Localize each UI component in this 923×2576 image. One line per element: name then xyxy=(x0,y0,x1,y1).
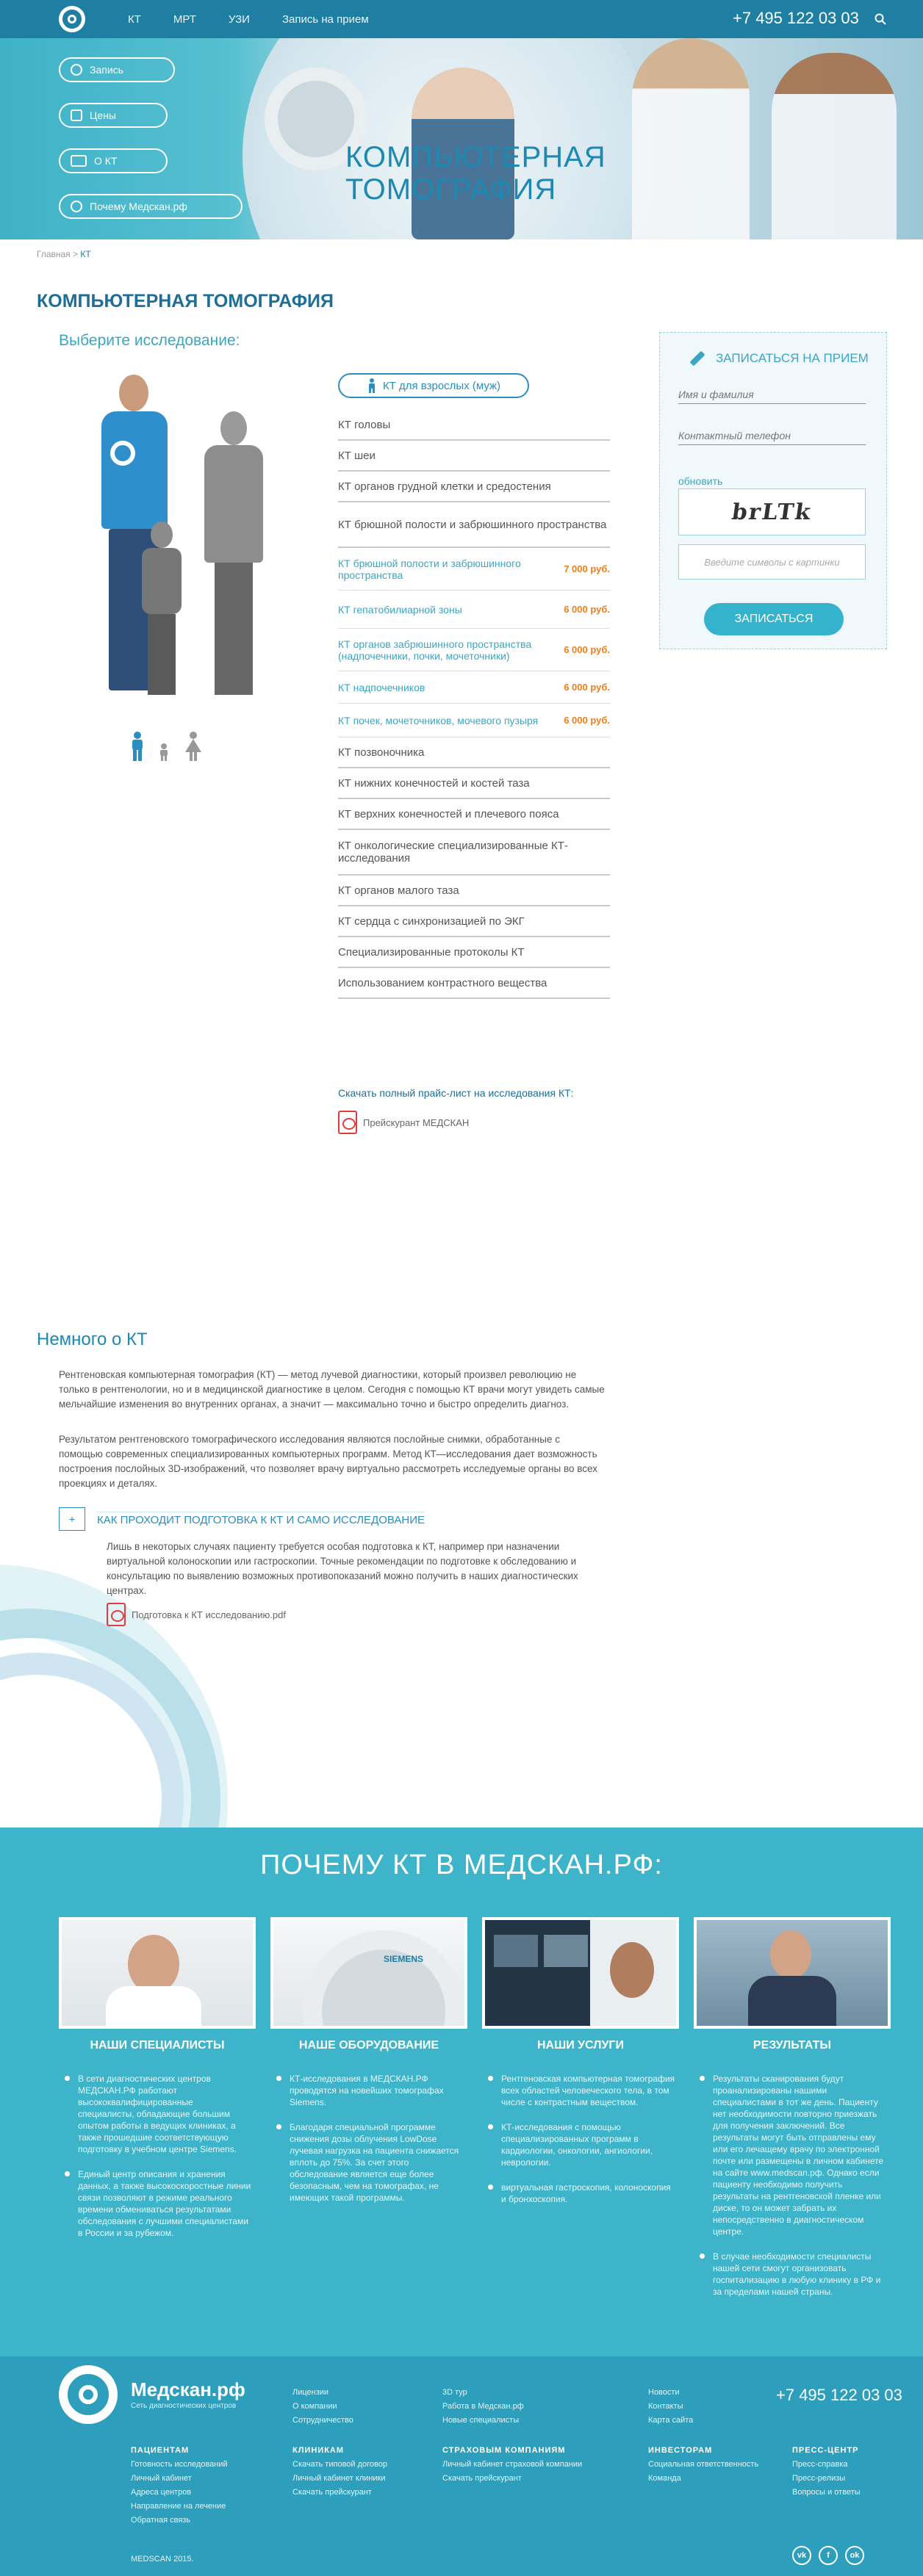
study-item[interactable] xyxy=(338,906,610,937)
specialist-photo xyxy=(59,1917,256,2029)
why-card xyxy=(694,1917,891,2311)
study-label: КТ брюшной полости и забрюшинного пространства xyxy=(338,557,521,581)
results-photo xyxy=(694,1917,891,2029)
search-icon[interactable] xyxy=(874,13,886,25)
accordion-body: Лишь в некоторых случаях пациенту требуется особая подготовка к КТ, например при назначении виртуальной колоноскопии или гастроскопии. Точные рекомендации по подготовке к обследованию и консультацию по выявлению возможных противопоказаний можно получить в наших диагностических центрах. xyxy=(107,1541,578,1596)
footer-link[interactable]: Скачать прейскурант xyxy=(442,2474,522,2483)
footer-links xyxy=(648,2458,758,2486)
footer-link[interactable]: Направление на лечение xyxy=(131,2502,226,2511)
captcha-image xyxy=(678,488,866,535)
nav-item-uzi[interactable]: УЗИ xyxy=(228,12,250,26)
footer-link[interactable]: Личный кабинет клиники xyxy=(292,2474,386,2483)
hero-button-label: Почему Медскан.рф xyxy=(90,201,187,212)
hero-button-label: Цены xyxy=(90,109,116,121)
facebook-icon[interactable]: f xyxy=(819,2546,838,2565)
study-label: КТ верхних конечностей и плечевого пояса xyxy=(338,807,559,820)
why-card-points xyxy=(270,2073,467,2204)
study-label: КТ брюшной полости и забрюшинного пространства xyxy=(338,518,607,531)
study-item[interactable] xyxy=(338,472,610,502)
why-point: Благодаря специальной программе снижения дозы облучения LowDose лучевая нагрузка на пациента снижается вплоть до 75%. За счет этого обследование является еще более безопасным, чем на томографах, не имеющих такой программы. xyxy=(290,2121,463,2204)
phone-field[interactable] xyxy=(678,427,866,445)
why-card-caption: НАШИ СПЕЦИАЛИСТЫ xyxy=(90,2039,225,2052)
hero-banner xyxy=(0,38,923,239)
breadcrumb-current: КТ xyxy=(80,249,91,259)
footer-link[interactable]: Готовность исследований xyxy=(131,2460,228,2469)
hero-button-why[interactable] xyxy=(59,194,243,219)
body-selector-image xyxy=(73,367,294,720)
study-item[interactable] xyxy=(338,737,610,768)
child-figure[interactable] xyxy=(136,522,187,705)
study-label: Использованием контрастного вещества xyxy=(338,976,547,989)
page-title: КОМПЬЮТЕРНАЯ ТОМОГРАФИЯ xyxy=(37,291,334,311)
footer-link[interactable]: Контакты xyxy=(648,2402,683,2411)
study-label: КТ шеи xyxy=(338,449,376,462)
study-label: КТ онкологические специализированные КТ-исследования xyxy=(338,840,568,865)
hero-doctor2-image xyxy=(772,53,897,239)
nav-item-kt[interactable]: КТ xyxy=(128,12,141,26)
study-label: Специализированные протоколы КТ xyxy=(338,945,525,959)
footer-link[interactable]: О компании xyxy=(292,2402,337,2411)
breadcrumb xyxy=(37,249,91,259)
price-list-file: Прейскурант МЕДСКАН xyxy=(363,1116,470,1128)
about-title: Немного о КТ xyxy=(37,1330,148,1349)
breadcrumb-separator: > xyxy=(73,249,79,259)
footer-brand-sub: Сеть диагностических центров xyxy=(131,2402,237,2410)
services-photo xyxy=(482,1917,679,2029)
why-card-points xyxy=(482,2073,679,2205)
study-label: КТ органов забрюшинного пространства (надпочечники, почки, мочеточники) xyxy=(338,638,532,662)
footer-link[interactable]: Скачать типовой договор xyxy=(292,2460,387,2469)
study-item[interactable] xyxy=(338,502,610,548)
nav-item-appointment[interactable]: Запись на прием xyxy=(281,12,369,26)
accordion-toggle[interactable]: + xyxy=(59,1507,85,1531)
why-card-caption: НАШИ УСЛУГИ xyxy=(537,2039,624,2052)
footer-link[interactable]: Карта сайта xyxy=(648,2416,694,2425)
top-bar xyxy=(0,0,923,38)
about-paragraph: Результатом рентгеновского томографического исследования являются послойные снимки, обработанные с помощью современных специализированных компьютерных программ. Метод КТ—исследования дает возможность построения послойных 3D-изображений, что позволяет врачу виртуально рассмотреть исследуемые органы во всех проекциях и деталях. xyxy=(59,1434,597,1489)
why-point: В сети диагностических центров МЕДСКАН.РФ работают высококвалифицированные специалисты, обладающие большим опытом работы в ведущих клиниках, а также прошедшие соответствующую подготовку в учебном центре Siemens. xyxy=(78,2073,251,2155)
study-item[interactable] xyxy=(338,937,610,968)
why-point: Рентгеновская компьютерная томография всех областей человеческого тела, в том числе с контрастным веществом. xyxy=(501,2074,675,2107)
nav-item-mrt[interactable]: МРТ xyxy=(173,12,196,26)
about-paragraph: Рентгеновская компьютерная томография (КТ) — метод лучевой диагностики, который произвел революцию не только в рентгенологии, но и в медицинской диагностике в целом. Сегодня с помощью КТ врачи могут увидеть самые мельчайшие изменения во внутренних органах, а значит — максимально точно и быстро определить диагноз. xyxy=(59,1369,605,1410)
footer-brand: Медскан.рф xyxy=(131,2378,245,2400)
study-label: КТ органов малого таза xyxy=(338,884,459,897)
footer-link[interactable]: Личный кабинет страховой компании xyxy=(442,2460,583,2469)
footer-link[interactable]: Работа в Медскан.рф xyxy=(442,2402,524,2411)
vk-icon[interactable]: vk xyxy=(792,2546,811,2565)
main-nav xyxy=(128,0,401,38)
footer-phone[interactable]: +7 495 122 03 03 xyxy=(776,2386,902,2404)
header-phone[interactable]: +7 495 122 03 03 xyxy=(733,9,859,27)
footer-link[interactable]: Пресс-справка xyxy=(792,2460,848,2469)
study-price: 6 000 руб. xyxy=(564,682,610,693)
form-title xyxy=(689,350,869,367)
siemens-logo: SIEMENS xyxy=(384,1954,424,1964)
study-label: КТ головы xyxy=(338,418,391,431)
adult-woman-figure[interactable] xyxy=(198,411,272,705)
why-section xyxy=(0,1828,923,2356)
footer-group-title: КЛИНИКАМ xyxy=(292,2446,345,2455)
why-card-caption: РЕЗУЛЬТАТЫ xyxy=(753,2039,832,2052)
footer-link[interactable]: Адреса центров xyxy=(131,2488,192,2497)
adult-male-toggle[interactable] xyxy=(338,373,529,398)
why-card xyxy=(59,1917,256,2252)
hero-button-prices[interactable] xyxy=(59,103,168,128)
name-field[interactable] xyxy=(678,386,866,404)
study-item[interactable] xyxy=(338,704,610,737)
submit-button[interactable]: ЗАПИСАТЬСЯ xyxy=(704,603,844,635)
study-item[interactable] xyxy=(338,876,610,906)
study-list xyxy=(338,410,610,999)
footer-links xyxy=(442,2386,524,2428)
why-card-points xyxy=(694,2073,891,2298)
equipment-photo xyxy=(270,1917,467,2029)
footer-links xyxy=(292,2458,387,2500)
captcha-refresh-link[interactable]: обновить xyxy=(678,475,723,487)
hero-title-line2: ТОМОГРАФИЯ xyxy=(345,173,557,206)
why-point: Результаты сканирования будут проанализированы нашими специалистами в тот же день. Пациенту нет необходимости повторно приезжать для получения заключений. Все результаты могут быть отправлены ему или его лечащему врачу по электронной почте или размещены в личном кабинете на сайте www.medscan.pф. Однако если пациенту необходимо получить результаты на рентгеновской пленке или диске, то он может забрать их непосредственно в диагностическом центре. xyxy=(713,2073,886,2237)
why-point: В случае необходимости специалисты нашей сети смогут организовать госпитализацию в любую клинику в РФ и за пределами нашей страны. xyxy=(713,2251,886,2298)
medscan-logo-icon xyxy=(71,201,82,212)
copyright: MEDSCAN 2015. xyxy=(131,2555,194,2564)
choose-study-label: Выберите исследование: xyxy=(59,332,240,349)
study-item[interactable] xyxy=(338,671,610,704)
study-label: КТ надпочечников xyxy=(338,681,425,693)
study-item[interactable] xyxy=(338,591,610,629)
footer-link[interactable]: Новости xyxy=(648,2388,680,2397)
footer xyxy=(0,2356,923,2576)
breadcrumb-home[interactable]: Главная xyxy=(37,249,71,259)
pen-icon xyxy=(71,64,82,76)
why-card xyxy=(482,1917,679,2218)
study-item[interactable] xyxy=(338,441,610,472)
footer-links xyxy=(442,2458,582,2486)
why-card xyxy=(270,1917,467,2217)
accordion-header[interactable] xyxy=(59,1507,425,1531)
form-title-text: ЗАПИСАТЬСЯ НА ПРИЕМ xyxy=(716,351,869,365)
preparation-pdf-label: Подготовка к КТ исследованию.pdf xyxy=(132,1609,286,1620)
footer-links xyxy=(292,2386,353,2428)
pdf-icon xyxy=(107,1603,126,1626)
study-item[interactable] xyxy=(338,968,610,999)
ruble-icon xyxy=(71,109,82,121)
pdf-icon xyxy=(338,1111,357,1134)
hero-button-label: О КТ xyxy=(94,155,118,167)
study-item[interactable] xyxy=(338,830,610,876)
hero-doctor-image xyxy=(632,38,750,239)
study-item[interactable] xyxy=(338,548,610,591)
appointment-form xyxy=(659,332,887,649)
woman-icon[interactable] xyxy=(182,732,204,761)
adult-toggle-label: КТ для взрослых (муж) xyxy=(382,379,501,392)
why-card-caption: НАШЕ ОБОРУДОВАНИЕ xyxy=(298,2039,439,2052)
why-point: виртуальная гастроскопия, колоноскопия и бронхоскопия. xyxy=(501,2182,675,2205)
hero-button-appointment[interactable] xyxy=(59,57,175,82)
study-label: КТ органов грудной клетки и средостения xyxy=(338,480,551,493)
study-item[interactable] xyxy=(338,410,610,441)
footer-link[interactable]: Вопросы и ответы xyxy=(792,2488,861,2497)
footer-group-title: СТРАХОВЫМ КОМПАНИЯМ xyxy=(442,2446,566,2455)
footer-group-title: ПАЦИЕНТАМ xyxy=(131,2446,190,2455)
hero-button-label: Запись xyxy=(90,64,123,76)
footer-links xyxy=(792,2458,861,2500)
footer-link[interactable]: Пресс-релизы xyxy=(792,2474,846,2483)
odnoklassniki-icon[interactable]: ok xyxy=(845,2546,864,2565)
study-item[interactable] xyxy=(338,799,610,830)
study-label: КТ гепатобилиарной зоны xyxy=(338,603,462,616)
why-point: КТ-исследования в МЕДСКАН.РФ проводятся на новейших томографах Siemens. xyxy=(290,2073,463,2108)
child-icon[interactable] xyxy=(156,743,172,761)
footer-logo-icon[interactable] xyxy=(59,2365,118,2424)
footer-link[interactable]: Обратная связь xyxy=(131,2516,191,2525)
pen-icon xyxy=(689,350,705,366)
hero-button-about[interactable] xyxy=(59,148,168,173)
footer-group-title: ПРЕСС-ЦЕНТР xyxy=(792,2446,859,2455)
study-label: КТ позвоночника xyxy=(338,746,425,759)
hero-title xyxy=(345,141,606,206)
footer-group-title: ИНВЕСТОРАМ xyxy=(648,2446,713,2455)
study-label: КТ нижних конечностей и костей таза xyxy=(338,776,530,790)
footer-link[interactable]: 3D тур xyxy=(442,2388,467,2397)
why-card-points xyxy=(59,2073,256,2239)
preparation-pdf-link[interactable] xyxy=(107,1603,286,1626)
footer-link[interactable]: Социальная ответственность xyxy=(648,2460,759,2469)
monitor-icon xyxy=(71,155,87,167)
study-item[interactable] xyxy=(338,768,610,799)
price-list-label: Скачать полный прайс-лист на исследования КТ: xyxy=(338,1087,574,1099)
captcha-input[interactable]: Введите символы с картинки xyxy=(678,544,866,580)
study-label: КТ почек, мочеточников, мочевого пузыря xyxy=(338,714,539,726)
logo-icon[interactable] xyxy=(59,6,85,32)
footer-link[interactable]: Скачать прейскурант xyxy=(292,2488,372,2497)
why-point: КТ-исследования с помощью специализированных программ в кардиологии, онкологии, ангиологии, неврологии. xyxy=(501,2121,675,2168)
price-list-download[interactable] xyxy=(338,1111,469,1134)
man-icon xyxy=(367,378,377,393)
study-price: 6 000 руб. xyxy=(564,715,610,726)
why-point: Единый центр описания и хранения данных, а также высокоскоростные линии связи позволяют в режиме реального времени обмениваться результатами обследования с лучшими специалистами в России и за рубежом. xyxy=(78,2169,251,2238)
footer-link[interactable]: Лицензии xyxy=(292,2388,329,2397)
study-price: 7 000 руб. xyxy=(564,563,610,574)
footer-link[interactable]: Новые специалисты xyxy=(442,2416,520,2425)
footer-link[interactable]: Команда xyxy=(648,2474,681,2483)
footer-links xyxy=(131,2458,228,2528)
captcha-text: brLTk xyxy=(730,499,814,525)
study-price: 6 000 руб. xyxy=(564,644,610,655)
man-icon[interactable] xyxy=(126,732,148,761)
study-item[interactable] xyxy=(338,629,610,671)
study-price: 6 000 руб. xyxy=(564,604,610,615)
why-title: ПОЧЕМУ КТ В МЕДСКАН.РФ: xyxy=(260,1850,663,1880)
accordion-title[interactable]: КАК ПРОХОДИТ ПОДГОТОВКА К КТ И САМО ИССЛЕДОВАНИЕ xyxy=(97,1512,425,1526)
footer-link[interactable]: Личный кабинет xyxy=(131,2474,192,2483)
footer-link[interactable]: Сотрудничество xyxy=(292,2416,353,2425)
hero-title-line1: КОМПЬЮТЕРНАЯ xyxy=(345,141,606,173)
study-label: КТ сердца с синхронизацией по ЭКГ xyxy=(338,914,525,928)
footer-links xyxy=(648,2386,693,2428)
